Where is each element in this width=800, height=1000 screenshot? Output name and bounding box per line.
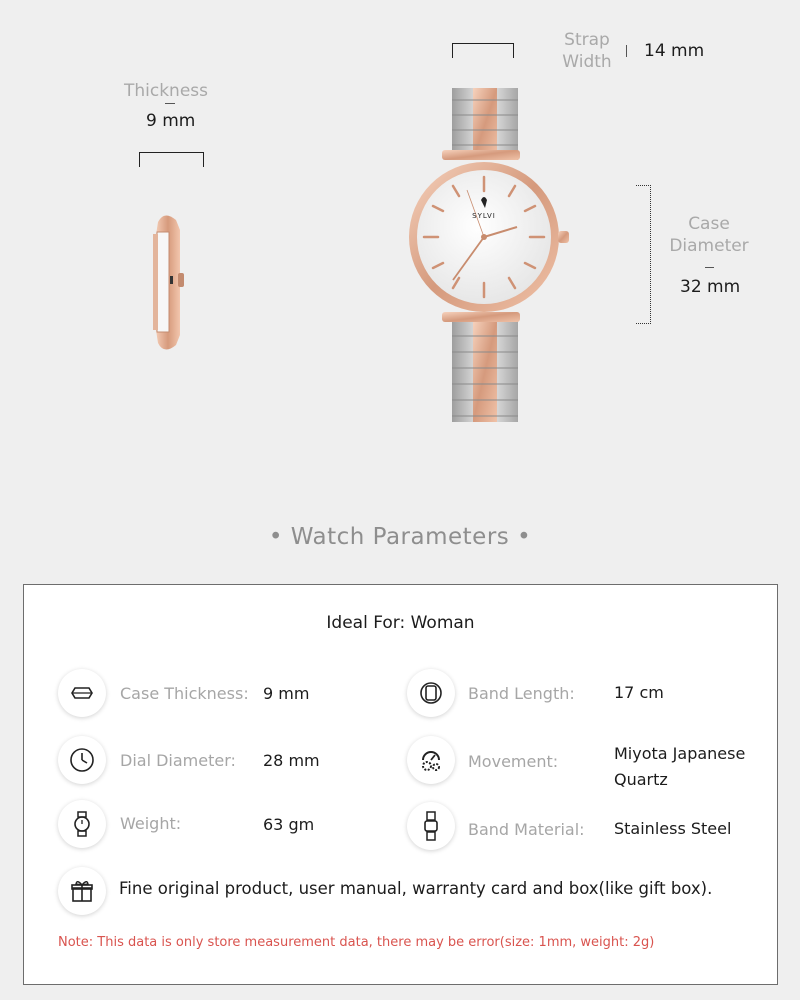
strap-width-value: 14 mm [644,41,705,61]
movement-gear-icon [407,736,455,784]
thickness-label: Thickness [123,81,209,101]
movement-value: Miyota Japanese Quartz [614,744,746,789]
case-thickness-icon [58,669,106,717]
gift-box-icon [58,867,106,915]
thickness-value: 9 mm [146,111,196,131]
thickness-dash [165,103,175,104]
dial-diameter-value: 28 mm [263,751,320,770]
watch-side-view-image [140,210,200,355]
strap-width-label: Strap Width [562,30,612,72]
band-material-icon [407,802,455,850]
dial-diameter-key: Dial Diameter: [120,751,236,770]
case-thickness-value: 9 mm [263,684,310,703]
weight-value: 63 gm [263,815,315,834]
band-material-key: Band Material: [468,820,585,839]
clock-icon [58,736,106,784]
movement-key: Movement: [468,752,559,771]
watch-brand-text: SYLVI [472,212,496,220]
strap-width-bracket [452,43,514,58]
thickness-bracket [139,152,204,167]
strap-width-divider [626,45,627,57]
specs-card [23,584,778,985]
watch-front-image [405,80,575,430]
band-length-key: Band Length: [468,684,575,703]
case-diameter-dash [705,267,714,268]
package-contents-text: Fine original product, user manual, warranty card and box(like gift box). [119,879,713,898]
ideal-for-text: Ideal For: Woman [326,613,475,633]
wristwatch-icon [58,800,106,848]
band-material-value: Stainless Steel [614,819,732,838]
weight-key: Weight: [120,814,182,833]
measurement-note: Note: This data is only store measurement data, there may be error(size: 1mm, weight: 2g) [58,935,655,950]
case-diameter-bracket [636,185,651,324]
band-length-value: 17 cm [614,683,664,702]
case-thickness-key: Case Thickness: [120,684,249,703]
case-diameter-label: Case Diameter [669,214,749,256]
case-diameter-value: 32 mm [680,277,741,297]
band-length-icon [407,669,455,717]
section-title: • Watch Parameters • [268,524,532,550]
